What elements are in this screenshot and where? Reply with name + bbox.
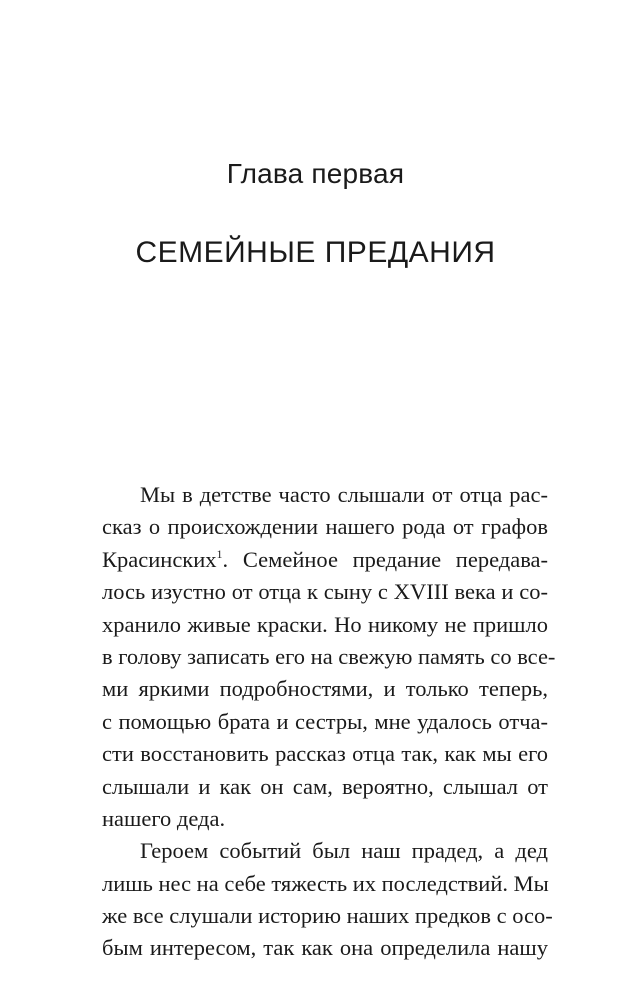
chapter-title: СЕМЕЙНЫЕ ПРЕДАНИЯ [135, 236, 496, 269]
paragraph-1-line-5: хранило живые краски. Но никому не пришло [102, 611, 548, 637]
paragraph-2-line-3: же все слушали историю наших предков с осо- [102, 903, 553, 929]
body-text [102, 479, 556, 965]
paragraph-2-line-2: лишь нес на себе тяжесть их последствий. Мы [102, 870, 549, 896]
paragraph-1-line-1: Мы в детстве часто слышали от отца рас- [140, 482, 548, 507]
paragraph-1-line-3 [102, 544, 548, 576]
paragraph-1-line-4: лось изустно от отца к сыну с XVIII века и со- [102, 579, 548, 605]
paragraph-1-line-11: нашего деда. [102, 805, 226, 831]
text-segment: Красинских [102, 546, 217, 572]
paragraph-2-line-4: бым интересом, так как она определила нашу [102, 935, 548, 961]
chapter-label: Глава первая [226, 158, 405, 189]
text-segment: . Семейное предание передава- [222, 546, 548, 572]
paragraph-1-line-6: в голову записать его на свежую память со все- [102, 643, 556, 669]
paragraph-1-line-8: с помощью брата и сестры, мне удалось отча- [102, 708, 548, 734]
paragraph-1-line-10: слышали и как он сам, вероятно, слышал от [102, 773, 548, 799]
footnote-marker: 1 [216, 546, 223, 561]
paragraph-1-line-7: ми яркими подробностями, и только теперь, [102, 676, 548, 702]
paragraph-1-line-9: сти восстановить рассказ отца так, как мы его [102, 741, 548, 767]
paragraph-2-line-1: Героем событий был наш прадед, а дед [140, 838, 548, 864]
paragraph-1-line-2: сказ о происхождении нашего рода от графов [102, 514, 548, 540]
